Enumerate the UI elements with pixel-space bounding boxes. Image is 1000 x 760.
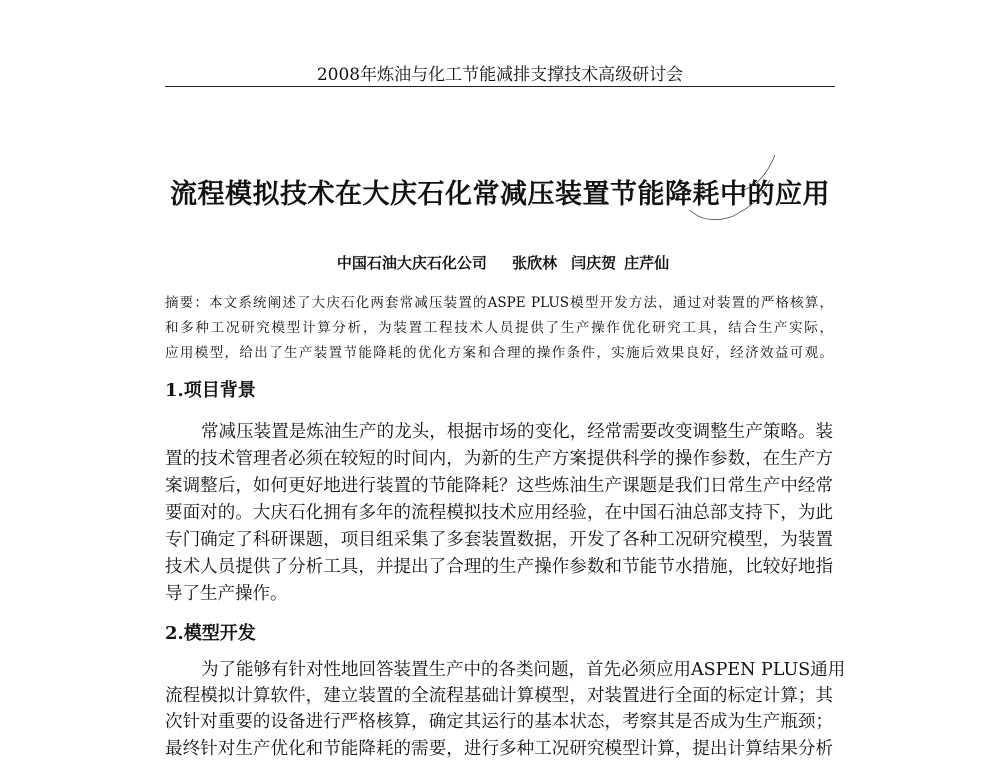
paragraph-line: 案调整后，如何更好地进行装置的节能降耗？这些炼油生产课题是我们日常生产中经常 [165,476,833,496]
running-header: 2008年炼油与化工节能减排支撑技术高级研讨会 [316,65,684,85]
paragraph-line: 专门确定了科研课题，项目组采集了多套装置数据，开发了各种工况研究模型，为装置 [165,530,833,550]
paragraph-line: 次针对重要的设备进行严格核算，确定其运行的基本状态，考察其是否成为生产瓶颈； [165,712,833,732]
abstract-line: 和多种工况研究模型计算分析，为装置工程技术人员提供了生产操作优化研究工具，结合生产实际， [165,320,833,336]
paragraph-line: 最终针对生产优化和节能降耗的需要，进行多种工况研究模型计算，提出计算结果分析 [165,739,833,759]
header-rule [165,86,835,87]
author: 张欣林 [512,254,558,272]
paragraph-line: 常减压装置是炼油生产的龙头，根据市场的变化，经常需要改变调整生产策略。装 [201,422,833,442]
paragraph-line: 为了能够有针对性地回答装置生产中的各类问题，首先必须应用ASPEN PLUS通用 [201,660,846,680]
section-heading: 1.项目背景 [165,380,256,401]
paragraph-line: 流程模拟计算软件，建立装置的全流程基础计算模型，对装置进行全面的标定计算；其 [165,686,833,706]
author: 庄芹仙 [624,254,670,272]
abstract-line: 应用模型，给出了生产装置节能降耗的优化方案和合理的操作条件，实施后效果良好，经济效益可观。 [165,345,833,361]
author-line [150,252,850,273]
document-title: 流程模拟技术在大庆石化常减压装置节能降耗中的应用 [170,179,830,210]
paragraph-line: 置的技术管理者必须在较短的时间内，为新的生产方案提供科学的操作参数，在生产方 [165,449,833,469]
paragraph-line: 要面对的。大庆石化拥有多年的流程模拟技术应用经验，在中国石油总部支持下，为此 [165,503,833,523]
abstract-line: 摘要：本文系统阐述了大庆石化两套常减压装置的ASPE PLUS模型开发方法，通过对装置的严格核算， [165,295,833,311]
section-heading: 2.模型开发 [165,623,256,644]
author: 闫庆贺 [571,254,617,272]
paragraph-line: 导了生产操作。 [165,584,288,604]
paragraph-line: 技术人员提供了分析工具，并提出了合理的生产操作参数和节能节水措施，比较好地指 [165,557,833,577]
affiliation: 中国石油大庆石化公司 [336,254,487,272]
